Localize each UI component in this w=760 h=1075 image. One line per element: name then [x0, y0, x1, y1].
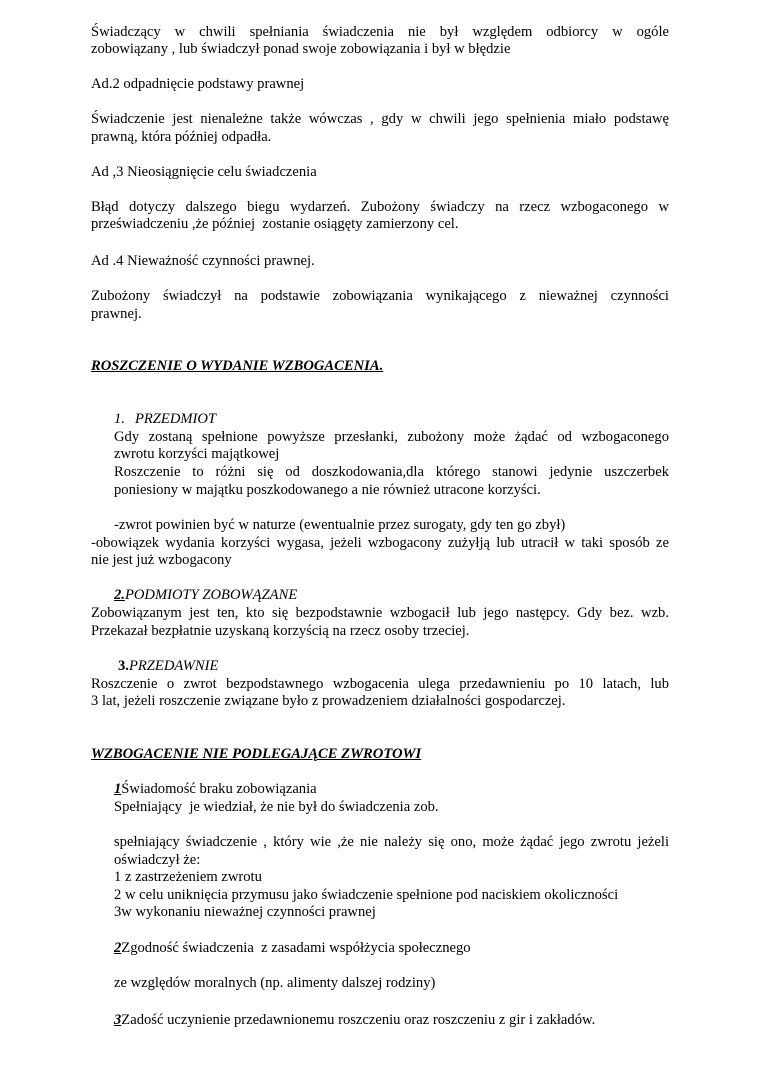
- paragraph-line: ze względów moralnych (np. alimenty dalszej rodziny): [114, 975, 436, 991]
- numbered-heading-przedmiot: [114, 411, 216, 429]
- heading-roszczenie: ROSZCZENIE O WYDANIE WZBOGACENIA.: [91, 358, 384, 374]
- heading-wzbogacenie: WZBOGACENIE NIE PODLEGAJĄCE ZWROTOWI: [91, 746, 422, 762]
- heading-number: 2.: [114, 587, 125, 603]
- paragraph-line: Roszczenie o zwrot bezpodstawnego wzbogacenia ulega przedawnieniu po 10 latach, lub: [91, 676, 669, 692]
- paragraph-line: Zubożony świadczył na podstawie zobowiązania wynikającego z nieważnej czynności: [91, 288, 669, 304]
- paragraph-line: prawną, która później odpadła.: [91, 129, 272, 145]
- section-label-ad3: Ad ,3 Nieosiągnięcie celu świadczenia: [91, 164, 317, 180]
- bullet-line: -obowiązek wydania korzyści wygasa, jeżeli wzbogacony zużyłją lub utracił w taki sposób ze: [91, 535, 669, 551]
- list-item: 3w wykonaniu nieważnej czynności prawnej: [114, 904, 376, 920]
- heading-title: Zadość uczynienie przedawnionemu roszczeniu oraz roszczeniu z gir i zakładów.: [121, 1012, 596, 1028]
- paragraph-line: Spełniający je wiedział, że nie był do świadczenia zob.: [114, 799, 439, 815]
- bullet-line: nie jest już wzbogacony: [91, 552, 232, 568]
- numbered-heading-zgodnosc: [114, 940, 471, 958]
- heading-number: 2: [114, 940, 122, 956]
- heading-title: PODMIOTY ZOBOWĄZANE: [124, 587, 298, 603]
- numbered-heading-przedawnie: [118, 658, 218, 676]
- numbered-heading-zadosc: [114, 1012, 595, 1030]
- numbered-heading-podmioty: [114, 587, 297, 605]
- paragraph-line: Świadczenie jest nienależne także wówczas , gdy w chwili jego spełnienia miało podstawę: [91, 111, 669, 127]
- heading-number: 3.: [118, 658, 129, 674]
- paragraph-line: Roszczenie to różni się od doszkodowania,dla którego stanowi jedynie uszczerbek: [114, 464, 669, 480]
- heading-number: 1: [114, 781, 122, 797]
- paragraph-line: Błąd dotyczy dalszego biegu wydarzeń. Zubożony świadczy na rzecz wzbogaconego w: [91, 199, 669, 215]
- paragraph-line: Świadczący w chwili spełniania świadczenia nie był względem odbiorcy w ogóle: [91, 24, 669, 40]
- paragraph-line: przeświadczeniu ,że później zostanie osiągęty zamierzony cel.: [91, 216, 459, 232]
- heading-title: Świadomość braku zobowiązania: [121, 781, 317, 797]
- paragraph-line: oświadczył że:: [114, 852, 201, 868]
- section-label-ad2: Ad.2 odpadnięcie podstawy prawnej: [91, 76, 305, 92]
- numbered-heading-swiadomosc: [114, 781, 317, 799]
- heading-number: 1.: [114, 411, 125, 427]
- section-label-ad4: Ad .4 Nieważność czynności prawnej.: [91, 253, 315, 269]
- list-item: 1 z zastrzeżeniem zwrotu: [114, 869, 262, 885]
- paragraph-line: zwrotu korzyści majątkowej: [114, 446, 280, 462]
- paragraph-line: spełniający świadczenie , który wie ,że nie należy się ono, może żądać jego zwrotu jeżeli: [114, 834, 669, 850]
- paragraph-line: 3 lat, jeżeli roszczenie związane było z prowadzeniem działalności gospodarczej.: [91, 693, 566, 709]
- heading-title: PRZEDMIOT: [134, 411, 217, 427]
- heading-number: 3: [114, 1012, 122, 1028]
- heading-title: Zgodność świadczenia z zasadami współżycia społecznego: [121, 940, 471, 956]
- list-item: 2 w celu uniknięcia przymusu jako świadczenie spełnione pod naciskiem okoliczności: [114, 887, 619, 903]
- paragraph-line: Gdy zostaną spełnione powyższe przesłanki, zubożony może żądać od wzbogaconego: [114, 429, 669, 445]
- paragraph-line: zobowiązany , lub świadczył ponad swoje zobowiązania i był w błędzie: [91, 41, 511, 57]
- bullet-line: -zwrot powinien być w naturze (ewentualnie przez surogaty, gdy ten go zbył): [114, 517, 566, 533]
- paragraph-line: Przekazał bezpłatnie uzyskaną korzyścią na rzecz osoby trzeciej.: [91, 623, 470, 639]
- paragraph-line: Zobowiązanym jest ten, kto się bezpodstawnie wzbogacił lub jego następcy. Gdy bez. wzb.: [91, 605, 669, 621]
- paragraph-line: prawnej.: [91, 306, 142, 322]
- heading-title: PRZEDAWNIE: [128, 658, 219, 674]
- paragraph-line: poniesiony w majątku poszkodowanego a nie również utracone korzyści.: [114, 482, 541, 498]
